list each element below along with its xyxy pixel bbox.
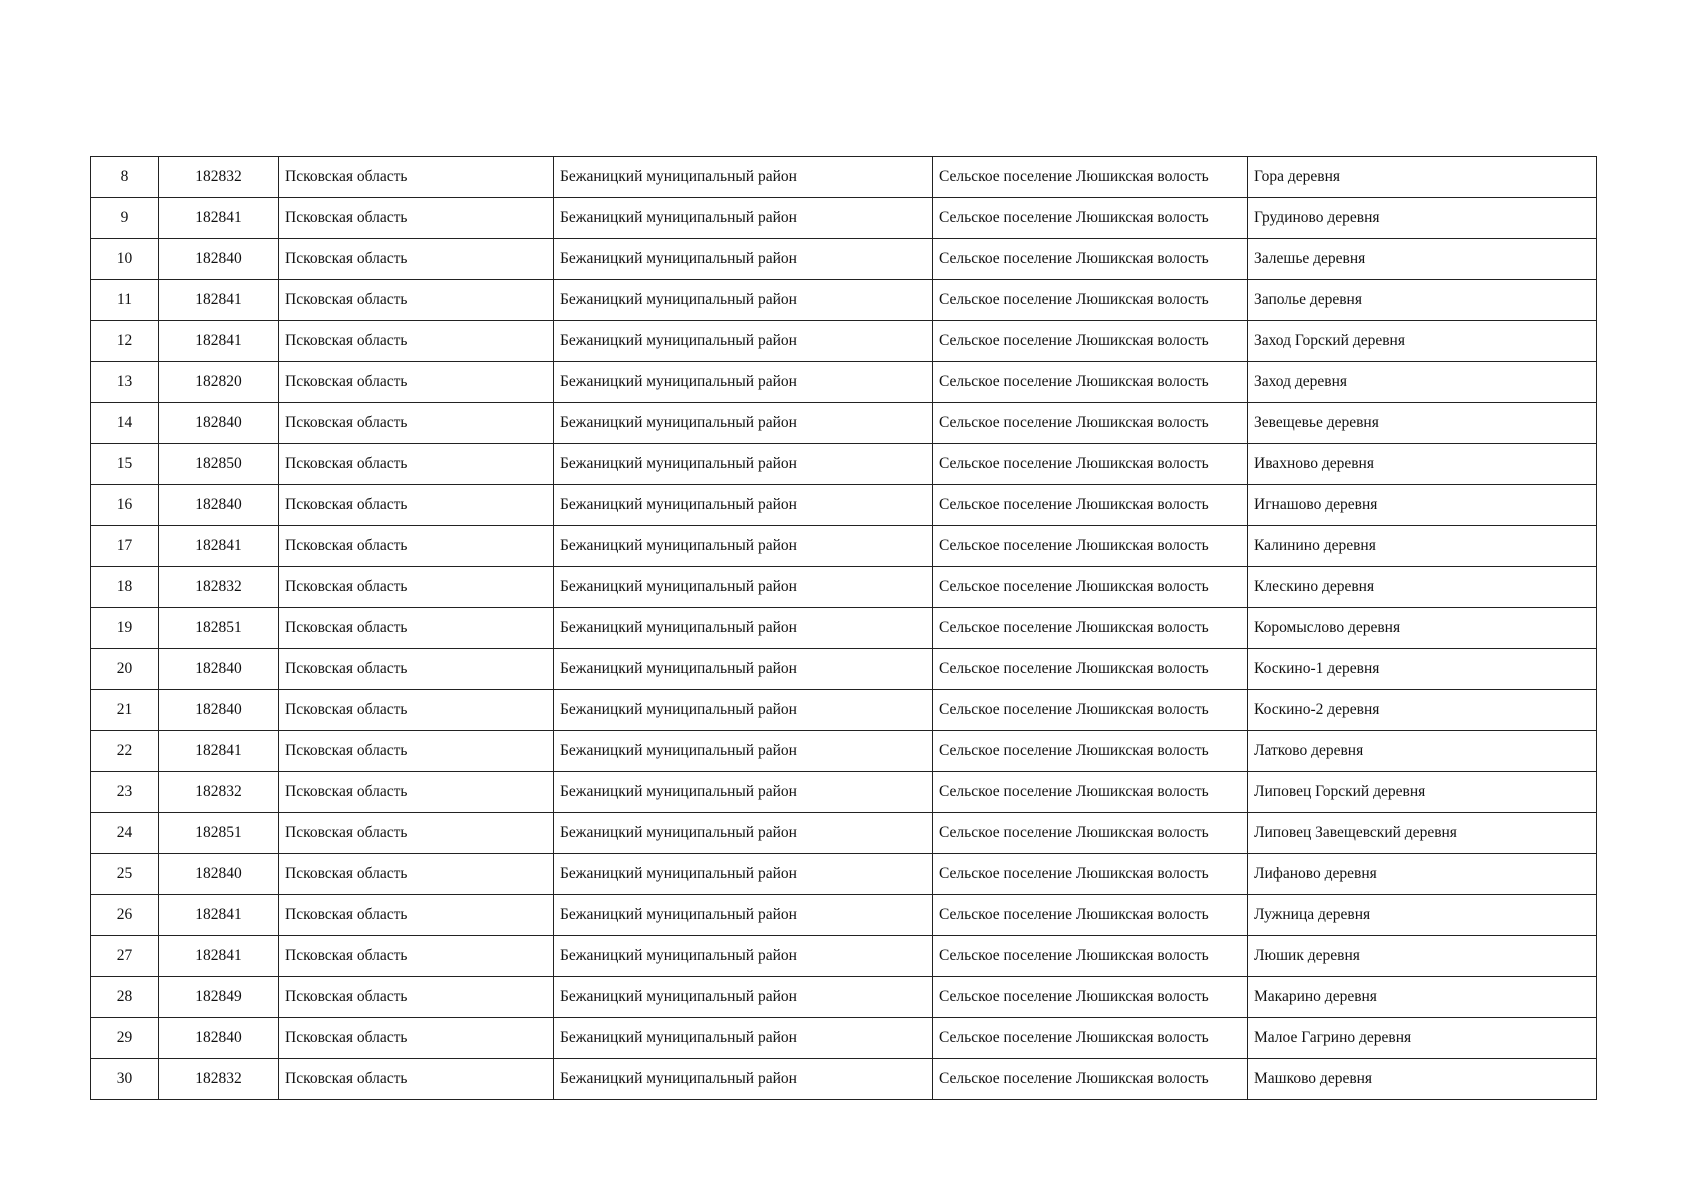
cell-district: Бежаницкий муниципальный район: [554, 157, 933, 198]
cell-settlement: Сельское поселение Люшикская волость: [933, 362, 1248, 403]
cell-region: Псковская область: [279, 936, 554, 977]
cell-region: Псковская область: [279, 813, 554, 854]
cell-row-number: 16: [91, 485, 159, 526]
cell-row-number: 28: [91, 977, 159, 1018]
cell-district: Бежаницкий муниципальный район: [554, 526, 933, 567]
cell-district: Бежаницкий муниципальный район: [554, 608, 933, 649]
cell-region: Псковская область: [279, 895, 554, 936]
table-row: [91, 731, 1597, 772]
table-row: [91, 854, 1597, 895]
cell-postal-code: 182850: [159, 444, 279, 485]
cell-region: Псковская область: [279, 362, 554, 403]
localities-table-container: [90, 156, 1596, 1100]
cell-postal-code: 182840: [159, 485, 279, 526]
cell-postal-code: 182841: [159, 198, 279, 239]
cell-region: Псковская область: [279, 567, 554, 608]
cell-locality: Клескино деревня: [1248, 567, 1597, 608]
cell-settlement: Сельское поселение Люшикская волость: [933, 1018, 1248, 1059]
cell-region: Псковская область: [279, 444, 554, 485]
cell-locality: Латково деревня: [1248, 731, 1597, 772]
cell-postal-code: 182851: [159, 608, 279, 649]
cell-postal-code: 182840: [159, 403, 279, 444]
cell-settlement: Сельское поселение Люшикская волость: [933, 649, 1248, 690]
cell-settlement: Сельское поселение Люшикская волость: [933, 772, 1248, 813]
cell-row-number: 15: [91, 444, 159, 485]
table-row: [91, 526, 1597, 567]
cell-region: Псковская область: [279, 526, 554, 567]
cell-settlement: Сельское поселение Люшикская волость: [933, 198, 1248, 239]
cell-region: Псковская область: [279, 772, 554, 813]
cell-row-number: 26: [91, 895, 159, 936]
cell-row-number: 18: [91, 567, 159, 608]
cell-district: Бежаницкий муниципальный район: [554, 444, 933, 485]
cell-postal-code: 182851: [159, 813, 279, 854]
cell-locality: Липовец Завещевский деревня: [1248, 813, 1597, 854]
cell-row-number: 27: [91, 936, 159, 977]
cell-postal-code: 182841: [159, 526, 279, 567]
cell-settlement: Сельское поселение Люшикская волость: [933, 977, 1248, 1018]
cell-postal-code: 182841: [159, 321, 279, 362]
cell-row-number: 19: [91, 608, 159, 649]
cell-locality: Лужница деревня: [1248, 895, 1597, 936]
cell-settlement: Сельское поселение Люшикская волость: [933, 731, 1248, 772]
cell-postal-code: 182820: [159, 362, 279, 403]
table-row: [91, 649, 1597, 690]
cell-locality: Коромыслово деревня: [1248, 608, 1597, 649]
cell-district: Бежаницкий муниципальный район: [554, 1059, 933, 1100]
cell-settlement: Сельское поселение Люшикская волость: [933, 321, 1248, 362]
table-row: [91, 567, 1597, 608]
cell-district: Бежаницкий муниципальный район: [554, 362, 933, 403]
cell-settlement: Сельское поселение Люшикская волость: [933, 526, 1248, 567]
cell-region: Псковская область: [279, 608, 554, 649]
cell-locality: Лифаново деревня: [1248, 854, 1597, 895]
cell-region: Псковская область: [279, 854, 554, 895]
cell-district: Бежаницкий муниципальный район: [554, 321, 933, 362]
cell-settlement: Сельское поселение Люшикская волость: [933, 157, 1248, 198]
cell-row-number: 22: [91, 731, 159, 772]
cell-district: Бежаницкий муниципальный район: [554, 239, 933, 280]
table-row: [91, 403, 1597, 444]
table-row: [91, 239, 1597, 280]
cell-row-number: 23: [91, 772, 159, 813]
cell-settlement: Сельское поселение Люшикская волость: [933, 1059, 1248, 1100]
cell-postal-code: 182832: [159, 772, 279, 813]
cell-row-number: 13: [91, 362, 159, 403]
cell-district: Бежаницкий муниципальный район: [554, 731, 933, 772]
table-row: [91, 157, 1597, 198]
cell-postal-code: 182841: [159, 280, 279, 321]
localities-table: [90, 156, 1597, 1100]
cell-region: Псковская область: [279, 239, 554, 280]
cell-row-number: 29: [91, 1018, 159, 1059]
table-row: [91, 690, 1597, 731]
cell-settlement: Сельское поселение Люшикская волость: [933, 567, 1248, 608]
cell-postal-code: 182840: [159, 1018, 279, 1059]
cell-postal-code: 182841: [159, 895, 279, 936]
cell-row-number: 24: [91, 813, 159, 854]
cell-region: Псковская область: [279, 649, 554, 690]
cell-settlement: Сельское поселение Люшикская волость: [933, 239, 1248, 280]
cell-row-number: 8: [91, 157, 159, 198]
cell-locality: Заход деревня: [1248, 362, 1597, 403]
table-row: [91, 444, 1597, 485]
table-row: [91, 1059, 1597, 1100]
cell-district: Бежаницкий муниципальный район: [554, 895, 933, 936]
table-row: [91, 813, 1597, 854]
cell-postal-code: 182841: [159, 731, 279, 772]
cell-row-number: 30: [91, 1059, 159, 1100]
cell-locality: Грудиново деревня: [1248, 198, 1597, 239]
cell-locality: Заход Горский деревня: [1248, 321, 1597, 362]
cell-postal-code: 182832: [159, 567, 279, 608]
cell-locality: Липовец Горский деревня: [1248, 772, 1597, 813]
cell-postal-code: 182840: [159, 239, 279, 280]
cell-district: Бежаницкий муниципальный район: [554, 772, 933, 813]
cell-locality: Машково деревня: [1248, 1059, 1597, 1100]
table-row: [91, 198, 1597, 239]
cell-locality: Залешье деревня: [1248, 239, 1597, 280]
cell-region: Псковская область: [279, 198, 554, 239]
cell-settlement: Сельское поселение Люшикская волость: [933, 936, 1248, 977]
cell-row-number: 11: [91, 280, 159, 321]
cell-locality: Гора деревня: [1248, 157, 1597, 198]
cell-postal-code: 182840: [159, 854, 279, 895]
cell-district: Бежаницкий муниципальный район: [554, 280, 933, 321]
cell-locality: Макарино деревня: [1248, 977, 1597, 1018]
cell-locality: Ивахново деревня: [1248, 444, 1597, 485]
cell-district: Бежаницкий муниципальный район: [554, 567, 933, 608]
cell-row-number: 21: [91, 690, 159, 731]
cell-locality: Заполье деревня: [1248, 280, 1597, 321]
cell-settlement: Сельское поселение Люшикская волость: [933, 485, 1248, 526]
cell-settlement: Сельское поселение Люшикская волость: [933, 854, 1248, 895]
cell-region: Псковская область: [279, 280, 554, 321]
cell-region: Псковская область: [279, 1059, 554, 1100]
cell-locality: Зевещевье деревня: [1248, 403, 1597, 444]
cell-district: Бежаницкий муниципальный район: [554, 936, 933, 977]
cell-postal-code: 182849: [159, 977, 279, 1018]
cell-district: Бежаницкий муниципальный район: [554, 977, 933, 1018]
cell-settlement: Сельское поселение Люшикская волость: [933, 690, 1248, 731]
cell-row-number: 10: [91, 239, 159, 280]
cell-row-number: 20: [91, 649, 159, 690]
cell-region: Псковская область: [279, 157, 554, 198]
cell-district: Бежаницкий муниципальный район: [554, 813, 933, 854]
cell-postal-code: 182841: [159, 936, 279, 977]
cell-region: Псковская область: [279, 321, 554, 362]
cell-settlement: Сельское поселение Люшикская волость: [933, 403, 1248, 444]
table-row: [91, 1018, 1597, 1059]
cell-settlement: Сельское поселение Люшикская волость: [933, 813, 1248, 854]
cell-district: Бежаницкий муниципальный район: [554, 854, 933, 895]
cell-postal-code: 182832: [159, 1059, 279, 1100]
table-row: [91, 977, 1597, 1018]
table-body: [91, 157, 1597, 1100]
cell-postal-code: 182840: [159, 690, 279, 731]
table-row: [91, 936, 1597, 977]
cell-district: Бежаницкий муниципальный район: [554, 485, 933, 526]
cell-row-number: 17: [91, 526, 159, 567]
cell-region: Псковская область: [279, 977, 554, 1018]
cell-region: Псковская область: [279, 690, 554, 731]
cell-locality: Коскино-1 деревня: [1248, 649, 1597, 690]
cell-row-number: 14: [91, 403, 159, 444]
cell-settlement: Сельское поселение Люшикская волость: [933, 895, 1248, 936]
cell-district: Бежаницкий муниципальный район: [554, 649, 933, 690]
cell-district: Бежаницкий муниципальный район: [554, 690, 933, 731]
cell-settlement: Сельское поселение Люшикская волость: [933, 280, 1248, 321]
cell-locality: Малое Гагрино деревня: [1248, 1018, 1597, 1059]
cell-postal-code: 182840: [159, 649, 279, 690]
cell-row-number: 12: [91, 321, 159, 362]
table-row: [91, 362, 1597, 403]
cell-region: Псковская область: [279, 403, 554, 444]
table-row: [91, 321, 1597, 362]
cell-region: Псковская область: [279, 1018, 554, 1059]
table-row: [91, 895, 1597, 936]
table-row: [91, 772, 1597, 813]
cell-locality: Игнашово деревня: [1248, 485, 1597, 526]
cell-region: Псковская область: [279, 731, 554, 772]
cell-district: Бежаницкий муниципальный район: [554, 1018, 933, 1059]
cell-locality: Люшик деревня: [1248, 936, 1597, 977]
cell-row-number: 25: [91, 854, 159, 895]
cell-locality: Коскино-2 деревня: [1248, 690, 1597, 731]
table-row: [91, 485, 1597, 526]
cell-settlement: Сельское поселение Люшикская волость: [933, 444, 1248, 485]
cell-row-number: 9: [91, 198, 159, 239]
table-row: [91, 608, 1597, 649]
cell-postal-code: 182832: [159, 157, 279, 198]
cell-district: Бежаницкий муниципальный район: [554, 403, 933, 444]
cell-district: Бежаницкий муниципальный район: [554, 198, 933, 239]
cell-region: Псковская область: [279, 485, 554, 526]
table-row: [91, 280, 1597, 321]
cell-locality: Калинино деревня: [1248, 526, 1597, 567]
cell-settlement: Сельское поселение Люшикская волость: [933, 608, 1248, 649]
